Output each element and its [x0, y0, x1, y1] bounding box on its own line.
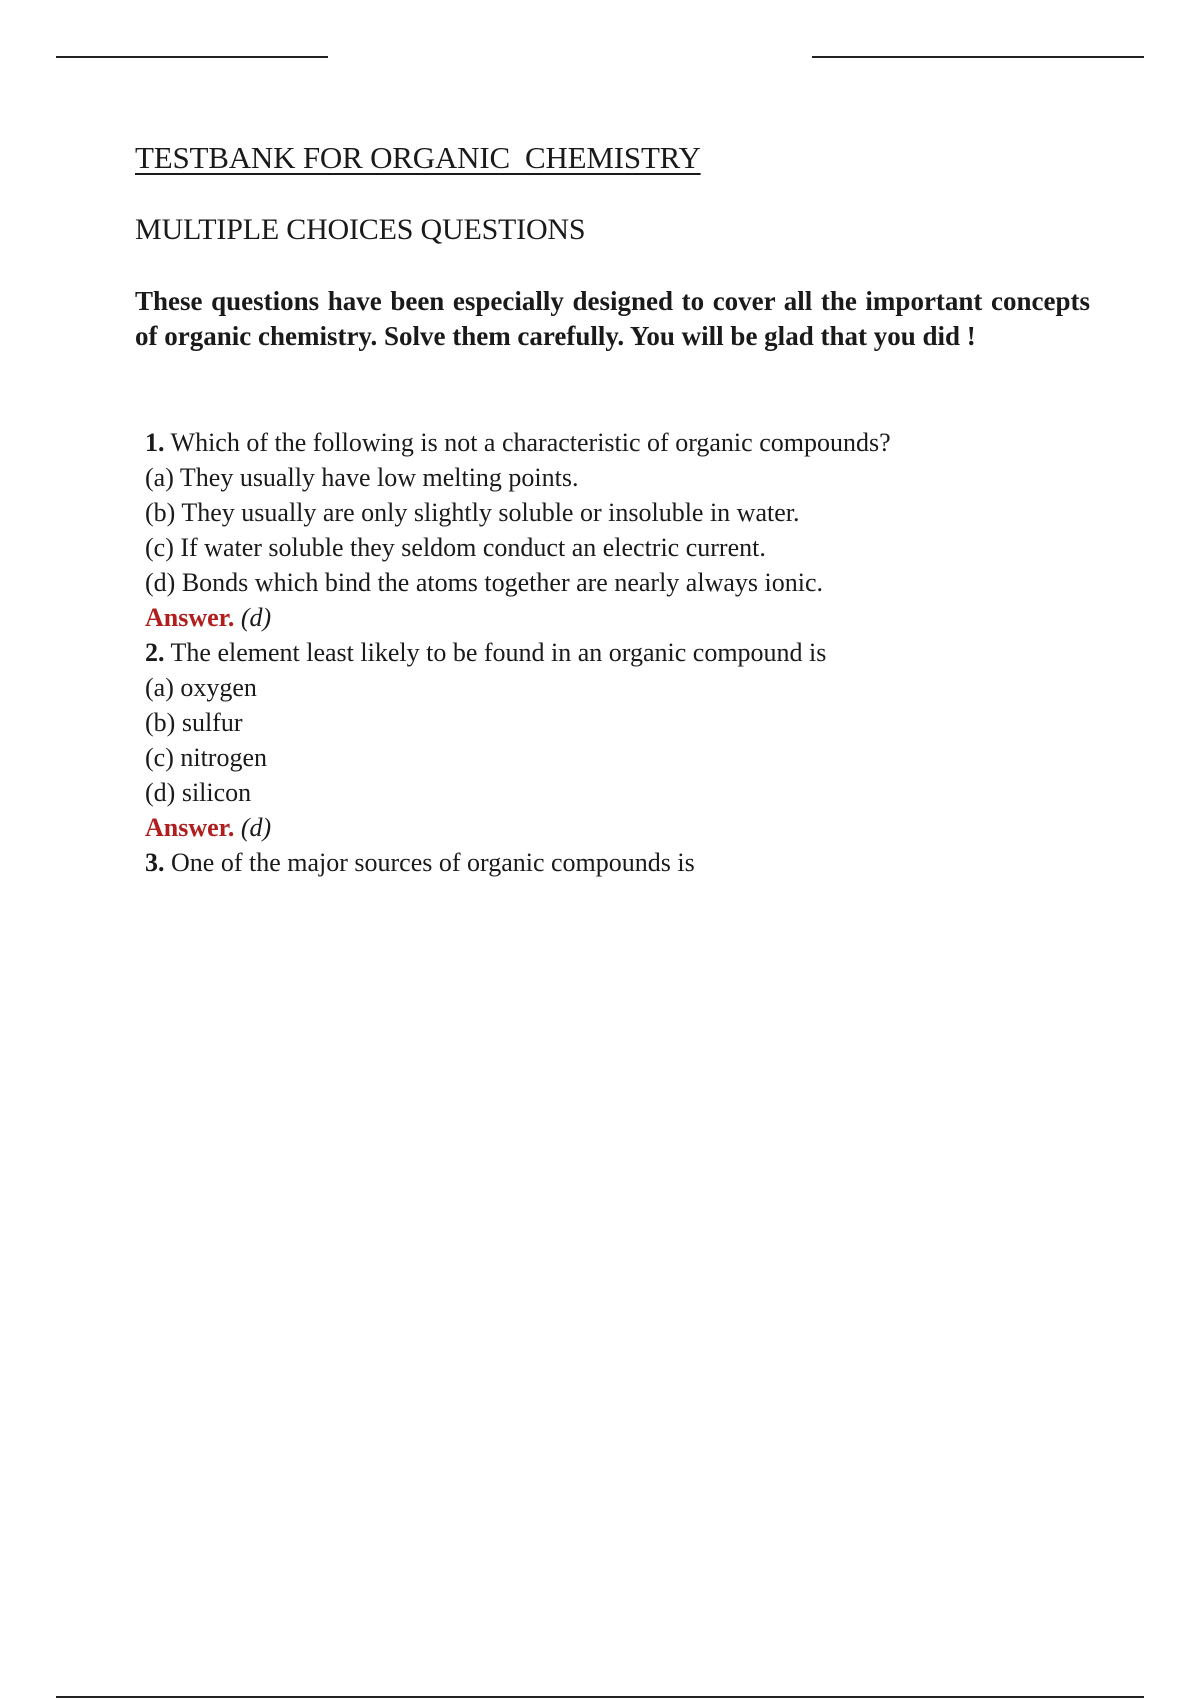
- question-number: 1.: [145, 428, 165, 457]
- option-label: (c): [145, 743, 174, 772]
- option-label: (a): [145, 463, 174, 492]
- option-1a: [145, 460, 1105, 495]
- question-2: [145, 635, 1105, 670]
- option-label: (b): [145, 708, 176, 737]
- question-1: [145, 425, 1105, 460]
- option-text: If water soluble they seldom conduct an electric current.: [180, 533, 766, 562]
- header-rule-right: [812, 56, 1144, 58]
- answer-value: (d): [240, 813, 272, 842]
- answer-label: Answer.: [145, 603, 235, 632]
- question-text: Which of the following is not a characteristic of organic compounds?: [170, 428, 891, 457]
- question-number: 2.: [145, 638, 165, 667]
- question-number: 3.: [145, 848, 165, 877]
- header-rule-left: [56, 56, 328, 58]
- option-label: (d): [145, 568, 176, 597]
- document-title: TESTBANK FOR ORGANIC CHEMISTRY: [135, 140, 701, 175]
- question-list: [145, 425, 1105, 880]
- intro-paragraph: These questions have been especially designed to cover all the important concepts of organic chemistry. Solve them carefully. You will be glad that you did !: [135, 286, 1090, 351]
- question-text: One of the major sources of organic compounds is: [171, 848, 695, 877]
- option-2b: [145, 705, 1105, 740]
- option-1d: [145, 565, 1105, 600]
- document-subtitle: MULTIPLE CHOICES QUESTIONS: [135, 213, 586, 246]
- option-text: They usually are only slightly soluble or insoluble in water.: [181, 498, 800, 527]
- option-1b: [145, 495, 1105, 530]
- answer-value: (d): [240, 603, 272, 632]
- option-text: nitrogen: [180, 743, 268, 772]
- answer-2: [145, 810, 1105, 845]
- option-label: (a): [145, 673, 174, 702]
- option-2d: [145, 775, 1105, 810]
- answer-label: Answer.: [145, 813, 235, 842]
- option-2a: [145, 670, 1105, 705]
- question-3: [145, 845, 1105, 880]
- footer-rule: [56, 1696, 1144, 1698]
- option-2c: [145, 740, 1105, 775]
- answer-1: [145, 600, 1105, 635]
- option-text: silicon: [181, 778, 252, 807]
- option-label: (c): [145, 533, 174, 562]
- option-1c: [145, 530, 1105, 565]
- option-label: (d): [145, 778, 176, 807]
- option-text: Bonds which bind the atoms together are nearly always ionic.: [181, 568, 823, 597]
- option-text: oxygen: [180, 673, 257, 702]
- option-text: They usually have low melting points.: [179, 463, 579, 492]
- option-label: (b): [145, 498, 176, 527]
- option-text: sulfur: [181, 708, 243, 737]
- question-text: The element least likely to be found in an organic compound is: [170, 638, 827, 667]
